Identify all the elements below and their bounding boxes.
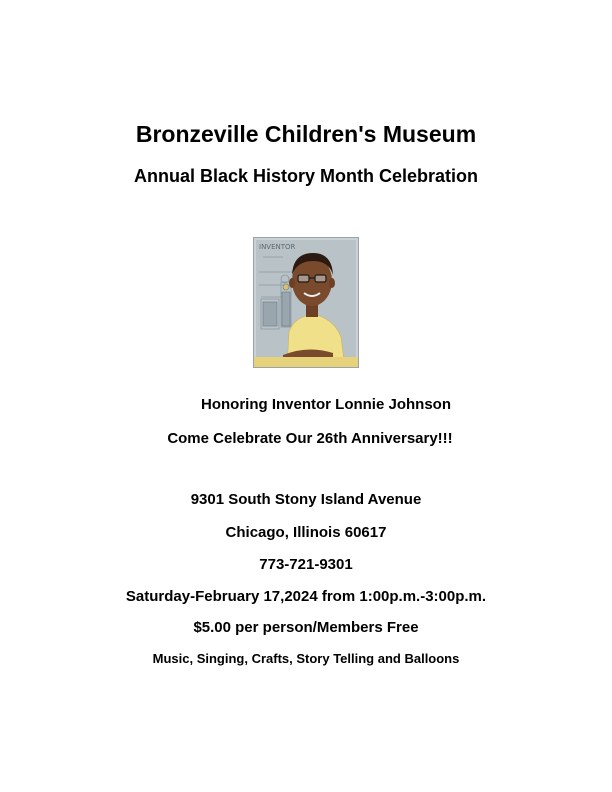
event-date-time: Saturday-February 17,2024 from 1:00p.m.-3:00p.m.: [125, 588, 487, 605]
honoree-line: Honoring Inventor Lonnie Johnson: [201, 396, 451, 413]
activities-list: Music, Singing, Crafts, Story Telling and Balloons: [152, 651, 460, 666]
address-city: Chicago, Illinois 60617: [225, 524, 387, 541]
flyer-subtitle: Annual Black History Month Celebration: [133, 166, 479, 186]
inventor-illustration: [253, 237, 359, 368]
admission-price: $5.00 per person/Members Free: [193, 619, 419, 636]
address-street: 9301 South Stony Island Avenue: [190, 491, 422, 508]
anniversary-line: Come Celebrate Our 26th Anniversary!!!: [167, 430, 453, 447]
flyer-title: Bronzeville Children's Museum: [135, 121, 477, 147]
phone-number: 773-721-9301: [259, 556, 353, 573]
illustration-label: INVENTOR: [259, 243, 296, 251]
